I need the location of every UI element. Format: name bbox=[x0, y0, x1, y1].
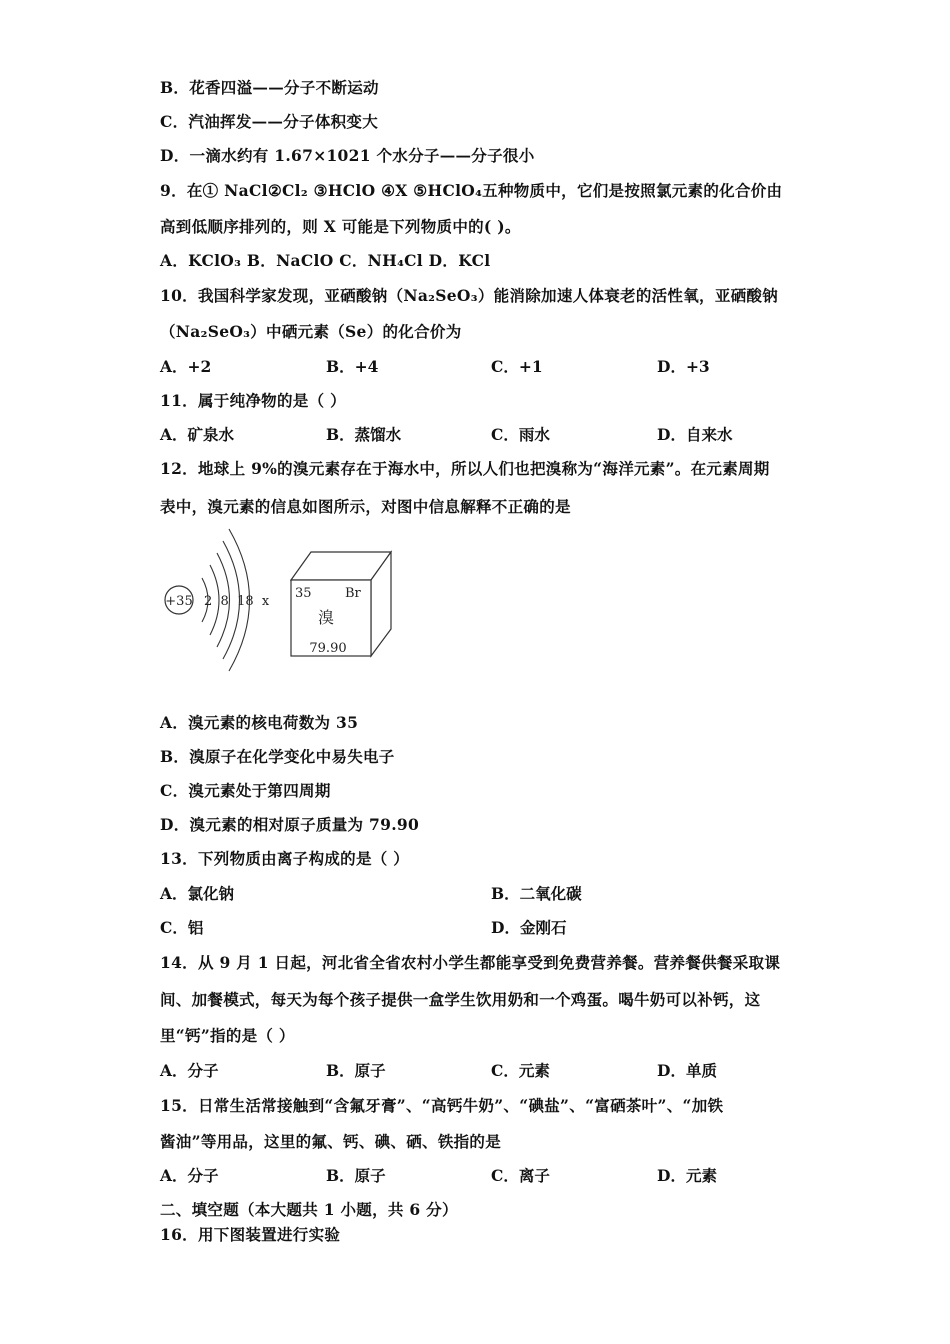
q13-option-c: C．铝 bbox=[160, 918, 204, 937]
q13-option-a: A．氯化钠 bbox=[160, 884, 235, 903]
q11-option-c: C．雨水 bbox=[491, 425, 550, 444]
q13-option-b: B．二氧化碳 bbox=[491, 884, 582, 903]
q9-stem-line2: 高到低顺序排列的，则 X 可能是下列物质中的( )。 bbox=[160, 217, 521, 236]
bromine-figure bbox=[160, 525, 420, 675]
q8-option-b: B．花香四溢——分子不断运动 bbox=[160, 78, 379, 97]
q11-option-b: B．蒸馏水 bbox=[326, 425, 402, 444]
q15-option-d: D．元素 bbox=[657, 1166, 717, 1185]
q12-option-d: D．溴元素的相对原子质量为 79.90 bbox=[160, 815, 420, 834]
q10-stem-line1: 10．我国科学家发现，亚硒酸钠（Na₂SeO₃）能消除加速人体衰老的活性氧，亚硒酸钠 bbox=[160, 286, 779, 305]
q9-options: A．KClO₃ B．NaClO C．NH₄Cl D．KCl bbox=[160, 251, 491, 270]
q9-stem-line1: 9．在① NaCl②Cl₂ ③HClO ④X ⑤HClO₄五种物质中，它们是按照氯元素的化合价由 bbox=[160, 181, 783, 200]
q14-stem-line3: 里“钙”指的是（ ） bbox=[160, 1026, 295, 1045]
q14-option-a: A．分子 bbox=[160, 1061, 219, 1080]
q10-option-c: C．+1 bbox=[491, 357, 543, 376]
q16-stem: 16．用下图装置进行实验 bbox=[160, 1225, 341, 1244]
section-heading: 二、填空题（本大题共 1 小题，共 6 分） bbox=[160, 1200, 458, 1219]
q15-option-a: A．分子 bbox=[160, 1166, 219, 1185]
q11-option-d: D．自来水 bbox=[657, 425, 733, 444]
q14-option-c: C．元素 bbox=[491, 1061, 550, 1080]
q11-stem: 11．属于纯净物的是（ ） bbox=[160, 391, 346, 410]
q15-stem-line1: 15．日常生活常接触到“含氟牙膏”、“高钙牛奶”、“碘盐”、“富硒茶叶”、“加铁 bbox=[160, 1096, 724, 1115]
q14-stem-line1: 14．从 9 月 1 日起，河北省全省农村小学生都能享受到免费营养餐。营养餐供餐采取课 bbox=[160, 953, 781, 972]
q15-option-c: C．离子 bbox=[491, 1166, 550, 1185]
q10-option-b: B．+4 bbox=[326, 357, 379, 376]
q14-option-b: B．原子 bbox=[326, 1061, 386, 1080]
bromine-diagram bbox=[160, 525, 420, 675]
q15-option-b: B．原子 bbox=[326, 1166, 386, 1185]
q12-option-b: B．溴原子在化学变化中易失电子 bbox=[160, 747, 395, 766]
q12-option-a: A．溴元素的核电荷数为 35 bbox=[160, 713, 359, 732]
q12-option-c: C．溴元素处于第四周期 bbox=[160, 781, 331, 800]
q13-option-d: D．金刚石 bbox=[491, 918, 567, 937]
shell-electrons: 2 8 18 x bbox=[204, 594, 270, 609]
atomic-number: 35 bbox=[295, 586, 312, 601]
element-symbol: Br bbox=[345, 586, 361, 601]
q8-option-c: C．汽油挥发——分子体积变大 bbox=[160, 112, 379, 131]
q8-option-d: D．一滴水约有 1.67×1021 个水分子——分子很小 bbox=[160, 146, 535, 165]
atomic-mass: 79.90 bbox=[309, 641, 347, 656]
q10-option-a: A．+2 bbox=[160, 357, 212, 376]
q14-stem-line2: 间、加餐模式，每天为每个孩子提供一盒学生饮用奶和一个鸡蛋。喝牛奶可以补钙，这 bbox=[160, 990, 761, 1009]
q12-stem-line1: 12．地球上 9%的溴元素存在于海水中，所以人们也把溴称为“海洋元素”。在元素周期 bbox=[160, 459, 770, 478]
q14-option-d: D．单质 bbox=[657, 1061, 717, 1080]
q10-option-d: D．+3 bbox=[657, 357, 710, 376]
q10-stem-line2: （Na₂SeO₃）中硒元素（Se）的化合价为 bbox=[160, 322, 462, 341]
nucleus-charge: +35 bbox=[165, 594, 193, 609]
element-name: 溴 bbox=[317, 608, 335, 627]
q11-option-a: A．矿泉水 bbox=[160, 425, 235, 444]
q13-stem: 13．下列物质由离子构成的是（ ） bbox=[160, 849, 410, 868]
q15-stem-line2: 酱油”等用品，这里的氟、钙、碘、硒、铁指的是 bbox=[160, 1132, 502, 1151]
q12-stem-line2: 表中，溴元素的信息如图所示，对图中信息解释不正确的是 bbox=[160, 497, 571, 516]
